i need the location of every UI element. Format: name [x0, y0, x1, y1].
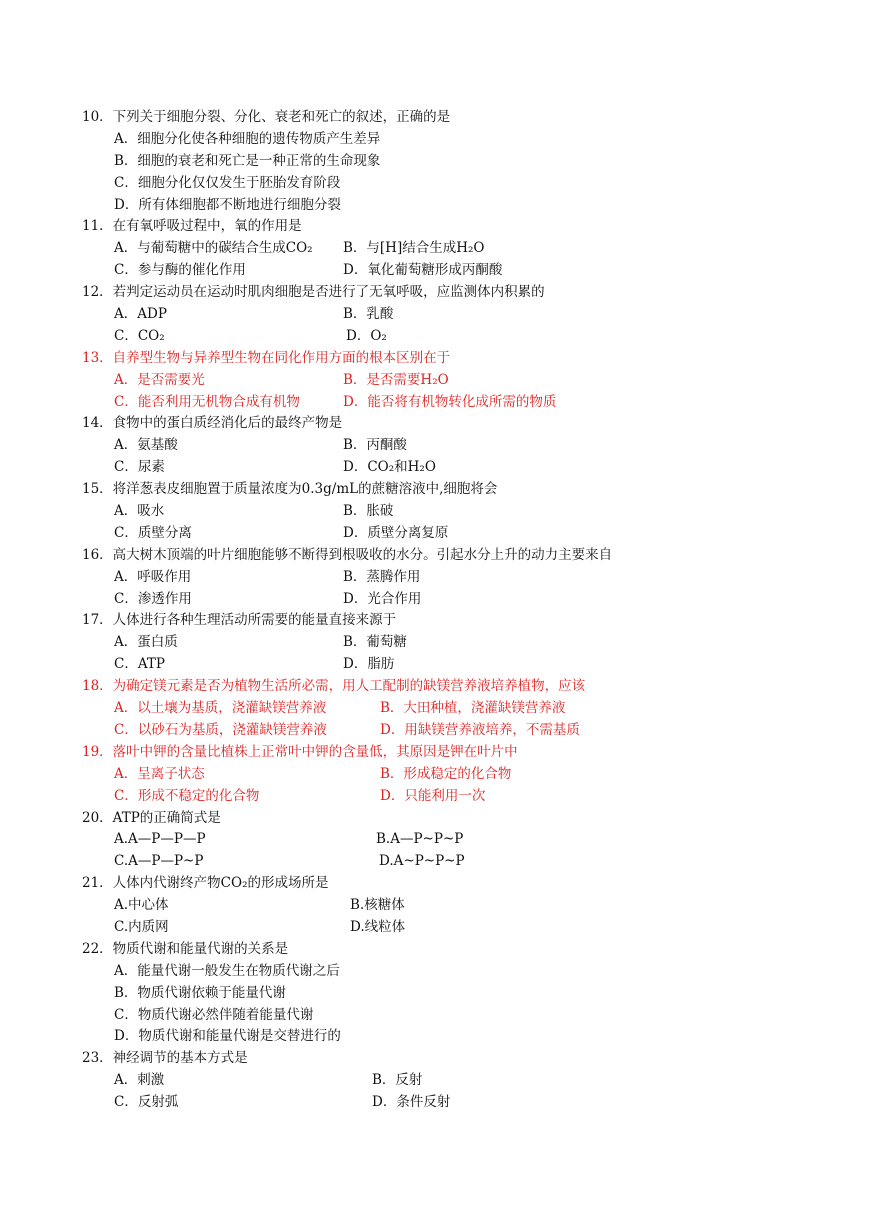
q22-option-d: D．物质代谢和能量代谢是交替进行的 [114, 1028, 341, 1045]
q18-options-row1 [0, 698, 869, 720]
q11-options-row2 [0, 260, 869, 282]
q18-option-a: A．以土壤为基质，浇灌缺镁营养液 [114, 700, 327, 717]
q16-option-d: D．光合作用 [343, 590, 422, 607]
q20-option-c: C.A—P—P~P [114, 853, 204, 870]
q16-options-row2 [0, 589, 869, 611]
q12-option-a: A．ADP [114, 306, 167, 323]
q20-option-b: B.A—P~P~P [376, 831, 464, 848]
q23-option-b: B．反射 [372, 1072, 423, 1089]
q17-option-a: A．蛋白质 [114, 634, 178, 651]
q19-options-row2 [0, 786, 869, 808]
question-13: 13．自养型生物与异养型生物在同化作用方面的根本区别在于 [82, 349, 451, 366]
question-21: 21．人体内代谢终产物CO₂的形成场所是 [82, 875, 329, 892]
q20-option-d: D.A~P~P~P [379, 853, 465, 870]
q15-options-row2 [0, 523, 869, 545]
q11-option-a: A．与葡萄糖中的碳结合生成CO₂ [114, 240, 313, 257]
q16-option-c: C．渗透作用 [114, 590, 192, 607]
q17-option-c: C．ATP [114, 656, 165, 673]
q21-options-row1 [0, 895, 869, 917]
q22-option-c: C．物质代谢必然伴随着能量代谢 [114, 1006, 314, 1023]
q11-option-c: C．参与酶的催化作用 [114, 262, 246, 279]
q12-options-row2 [0, 326, 869, 348]
q23-option-d: D．条件反射 [372, 1094, 451, 1111]
q10-option-d: D．所有体细胞都不断地进行细胞分裂 [114, 196, 341, 213]
q18-option-d: D．用缺镁营养液培养，不需基质 [380, 721, 580, 738]
q17-options-row2 [0, 654, 869, 676]
q18-option-c: C．以砂石为基质，浇灌缺镁营养液 [114, 721, 327, 738]
q21-options-row2 [0, 917, 869, 939]
question-14: 14．食物中的蛋白质经消化后的最终产物是 [82, 415, 343, 432]
q13-option-b: B．是否需要H₂O [343, 371, 449, 388]
q10-option-a: A．细胞分化使各种细胞的遗传物质产生差异 [114, 130, 381, 147]
q21-option-b: B.核糖体 [350, 897, 405, 914]
q14-options-row2 [0, 457, 869, 479]
q23-option-a: A．刺激 [114, 1072, 165, 1089]
q22-option-a: A．能量代谢一般发生在物质代谢之后 [114, 962, 340, 979]
q14-option-b: B．丙酮酸 [343, 437, 407, 454]
question-15: 15．将洋葱表皮细胞置于质量浓度为0.3g/mL的蔗糖溶液中,细胞将会 [82, 481, 498, 498]
q21-option-d: D.线粒体 [350, 918, 406, 935]
q12-option-c: C．CO₂ [114, 327, 165, 344]
q17-option-b: B．葡萄糖 [343, 634, 407, 651]
question-12: 12．若判定运动员在运动时肌肉细胞是否进行了无氧呼吸，应监测体内积累的 [82, 284, 545, 301]
q18-options-row2 [0, 720, 869, 742]
q12-options-row1 [0, 304, 869, 326]
q19-option-b: B．形成稳定的化合物 [380, 765, 512, 782]
question-20: 20．ATP的正确简式是 [82, 809, 221, 826]
q20-options-row2 [0, 851, 869, 873]
q13-option-c: C．能否利用无机物合成有机物 [114, 393, 300, 410]
q12-option-d: D．O₂ [346, 327, 387, 344]
q18-option-b: B．大田种植，浇灌缺镁营养液 [380, 700, 566, 717]
q23-options-row1 [0, 1070, 869, 1092]
q10-option-c: C．细胞分化仅仅发生于胚胎发育阶段 [114, 174, 341, 191]
q11-options-row1 [0, 238, 869, 260]
q11-option-d: D．氧化葡萄糖形成丙酮酸 [343, 262, 503, 279]
q19-options-row1 [0, 764, 869, 786]
q23-option-c: C．反射弧 [114, 1094, 179, 1111]
question-17: 17．人体进行各种生理活动所需要的能量直接来源于 [82, 612, 397, 629]
q15-options-row1 [0, 501, 869, 523]
q15-option-b: B．胀破 [343, 503, 394, 520]
question-10: 10．下列关于细胞分裂、分化、衰老和死亡的叙述，正确的是 [82, 109, 451, 125]
q13-options-row1 [0, 370, 869, 392]
q13-options-row2 [0, 392, 869, 414]
q15-option-a: A．吸水 [114, 503, 165, 520]
q12-option-b: B．乳酸 [343, 306, 394, 323]
q22-option-b: B．物质代谢依赖于能量代谢 [114, 984, 286, 1001]
q14-option-c: C．尿素 [114, 459, 165, 476]
q11-option-b: B．与[H]结合生成H₂O [343, 240, 485, 257]
q14-options-row1 [0, 435, 869, 457]
q19-option-c: C．形成不稳定的化合物 [114, 787, 260, 804]
q19-option-d: D．只能利用一次 [380, 787, 486, 804]
q23-options-row2 [0, 1092, 869, 1114]
q14-option-a: A．氨基酸 [114, 437, 178, 454]
question-18: 18．为确定镁元素是否为植物生活所必需，用人工配制的缺镁营养液培养植物，应该 [82, 678, 586, 695]
q17-option-d: D．脂肪 [343, 656, 395, 673]
q16-option-b: B．蒸腾作用 [343, 568, 421, 585]
q21-option-a: A.中心体 [114, 897, 169, 914]
q17-options-row1 [0, 632, 869, 654]
q20-options-row1 [0, 829, 869, 851]
question-16: 16．高大树木顶端的叶片细胞能够不断得到根吸收的水分。引起水分上升的动力主要来自 [82, 546, 613, 563]
q16-option-a: A．呼吸作用 [114, 568, 192, 585]
question-19: 19．落叶中钾的含量比植株上正常叶中钾的含量低，其原因是钾在叶片中 [82, 743, 518, 760]
q21-option-c: C.内质网 [114, 918, 169, 935]
q15-option-d: D．质壁分离复原 [343, 524, 449, 541]
q15-option-c: C．质壁分离 [114, 524, 192, 541]
q19-option-a: A．呈离子状态 [114, 765, 205, 782]
exam-page [0, 107, 869, 1114]
question-22: 22．物质代谢和能量代谢的关系是 [82, 940, 289, 957]
q13-option-a: A．是否需要光 [114, 371, 205, 388]
q20-option-a: A.A—P—P—P [114, 831, 206, 848]
q10-option-b: B．细胞的衰老和死亡是一种正常的生命现象 [114, 152, 381, 169]
q16-options-row1 [0, 567, 869, 589]
q13-option-d: D．能否将有机物转化成所需的物质 [343, 393, 557, 410]
question-11: 11．在有氧呼吸过程中，氧的作用是 [82, 218, 302, 235]
q14-option-d: D．CO₂和H₂O [343, 459, 436, 476]
question-23: 23．神经调节的基本方式是 [82, 1050, 248, 1067]
